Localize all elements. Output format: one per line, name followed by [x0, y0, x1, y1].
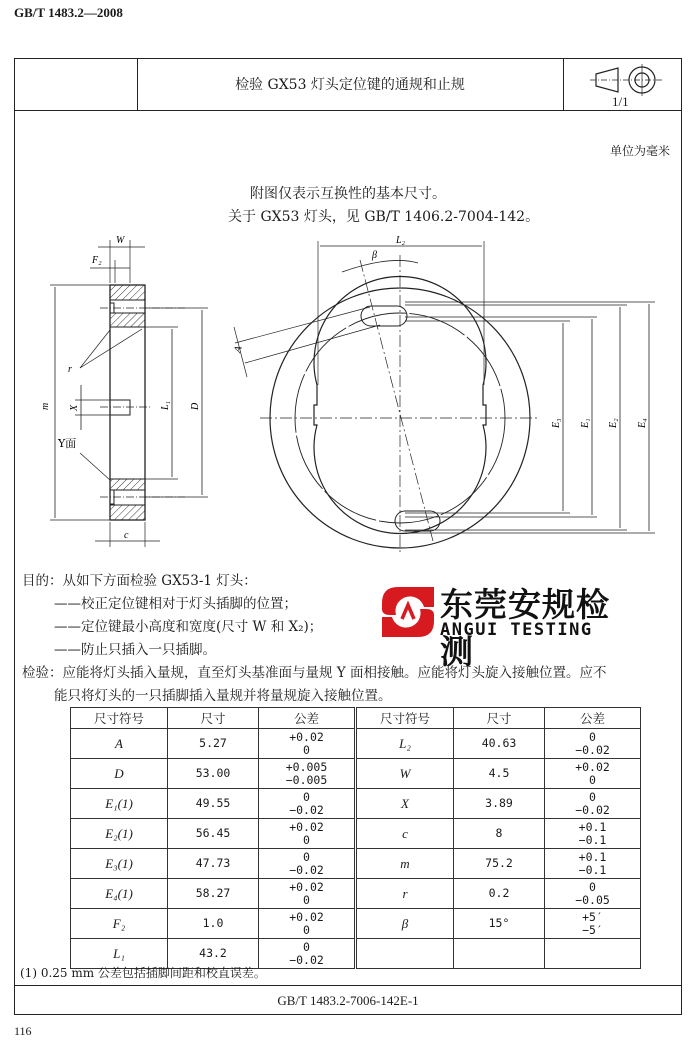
dimensions-table	[70, 707, 641, 969]
cell-symbol: E₄(1)	[71, 879, 168, 909]
tol-upper: 0	[303, 939, 310, 954]
tol-lower: −5′	[582, 922, 603, 937]
cell-symbol: X	[356, 789, 454, 819]
inspection-line: 检验：应能将灯头插入量规，直至灯头基准面与量规 Y 面相接触。应能将灯头旋入接触位置。应不	[22, 665, 607, 681]
tol-lower: 0	[303, 922, 310, 937]
cell-tolerance	[259, 819, 356, 849]
label-E1: E₁	[580, 418, 591, 428]
cell-tolerance	[259, 849, 356, 879]
cell-tolerance	[545, 819, 641, 849]
table-row	[71, 729, 641, 759]
cell-tolerance	[545, 729, 641, 759]
tol-lower: −0.02	[289, 952, 324, 967]
tol-lower: 0	[303, 742, 310, 757]
cell-tolerance	[259, 909, 356, 939]
cell-dimension: 1.0	[168, 909, 259, 939]
cell-symbol: F₂	[71, 909, 168, 939]
cell-symbol: m	[356, 849, 454, 879]
cell-tolerance	[259, 759, 356, 789]
standard-number-header: GB/T 1483.2—2008	[14, 5, 123, 20]
logo-mark-icon	[380, 583, 436, 641]
label-W: W	[116, 235, 125, 246]
tol-lower: −0.1	[578, 832, 607, 847]
cell-symbol: L₂	[356, 729, 454, 759]
purpose-item: ——防止只插入一只插脚。	[54, 642, 216, 658]
table-header-row	[71, 708, 641, 729]
header-dimension: 尺寸	[168, 708, 259, 729]
cell-dimension: 8	[454, 819, 545, 849]
tol-upper: 0	[589, 879, 596, 894]
cell-tolerance	[545, 909, 641, 939]
purpose-item: ——校正定位键相对于灯头插脚的位置；	[54, 596, 297, 612]
tol-upper: +0.02	[575, 759, 610, 774]
cell-dimension: 40.63	[454, 729, 545, 759]
cell-tolerance	[545, 939, 641, 969]
cell-symbol: r	[356, 879, 454, 909]
inspection-section	[22, 662, 682, 708]
header-tolerance: 公差	[545, 708, 641, 729]
cell-dimension: 75.2	[454, 849, 545, 879]
cell-tolerance	[545, 789, 641, 819]
label-F2: F₂	[92, 255, 102, 266]
cell-tolerance	[259, 939, 356, 969]
header-symbol: 尺寸符号	[71, 708, 168, 729]
sheet-title: 检验 GX53 灯头定位键的通规和止规	[235, 77, 465, 93]
label-r: r	[68, 364, 72, 375]
tol-upper: +0.02	[289, 909, 324, 924]
footer-divider	[14, 985, 682, 986]
cell-dimension: 3.89	[454, 789, 545, 819]
cell-dimension: 0.2	[454, 879, 545, 909]
cell-symbol: E₂(1)	[71, 819, 168, 849]
title-block-divider	[14, 110, 682, 111]
label-Y-face: Y面	[58, 437, 77, 450]
cell-dimension: 4.5	[454, 759, 545, 789]
tol-lower: −0.02	[289, 862, 324, 877]
side-view-drawing	[20, 225, 240, 559]
cell-tolerance	[545, 759, 641, 789]
cell-dimension: 58.27	[168, 879, 259, 909]
note-reference-standard: 关于 GX53 灯头，见 GB/T 1406.2-7004-142。	[228, 209, 540, 225]
tol-lower: −0.1	[578, 862, 607, 877]
header-tolerance: 公差	[259, 708, 356, 729]
cell-dimension: 43.2	[168, 939, 259, 969]
cell-dimension: 56.45	[168, 819, 259, 849]
header-dimension: 尺寸	[454, 708, 545, 729]
tol-lower: −0.05	[575, 892, 610, 907]
cell-tolerance	[545, 879, 641, 909]
projection-symbol-icon	[588, 64, 668, 98]
tol-upper: 0	[303, 789, 310, 804]
cell-symbol: c	[356, 819, 454, 849]
cell-dimension: 5.27	[168, 729, 259, 759]
cell-symbol: β	[356, 909, 454, 939]
label-E4: E₄	[637, 418, 648, 428]
tol-upper: 0	[589, 789, 596, 804]
logo-english-text: ANGUI TESTING	[440, 620, 593, 640]
logo-chinese-text: 东莞安规检测	[440, 585, 610, 671]
tol-lower: −0.02	[575, 742, 610, 757]
label-L1: L₁	[160, 400, 171, 410]
title-block-divider-right	[563, 58, 564, 110]
table-row	[71, 819, 641, 849]
tol-upper: +0.1	[578, 819, 607, 834]
cell-symbol: L₁	[71, 939, 168, 969]
inspection-line: 能只将灯头的一只插脚插入量规并将量规旋入接触位置。	[54, 688, 392, 704]
label-A: A	[232, 345, 245, 354]
unit-note: 单位为毫米	[609, 144, 670, 158]
tol-upper: +0.02	[289, 879, 324, 894]
table-row	[71, 759, 641, 789]
cell-dimension: 47.73	[168, 849, 259, 879]
tol-upper: +0.1	[578, 849, 607, 864]
table-row	[71, 789, 641, 819]
front-view-drawing	[220, 225, 680, 559]
table-row	[71, 909, 641, 939]
table-row	[71, 849, 641, 879]
header-symbol: 尺寸符号	[356, 708, 454, 729]
label-E2: E₂	[608, 418, 619, 428]
label-L2: L₂	[396, 235, 406, 246]
note-basic-dimensions: 附图仅表示互换性的基本尺寸。	[250, 186, 446, 202]
cell-dimension: 49.55	[168, 789, 259, 819]
tol-upper: +0.02	[289, 729, 324, 744]
cell-dimension: 15°	[454, 909, 545, 939]
cell-symbol: D	[71, 759, 168, 789]
label-E3: E₃	[551, 418, 562, 428]
scale-label: 1/1	[612, 94, 629, 109]
label-m: m	[40, 402, 51, 410]
tol-lower: −0.005	[285, 772, 328, 787]
tol-upper: 0	[303, 849, 310, 864]
tol-lower: −0.02	[289, 802, 324, 817]
cell-tolerance	[259, 789, 356, 819]
cell-dimension	[454, 939, 545, 969]
cell-dimension: 53.00	[168, 759, 259, 789]
table-row	[71, 879, 641, 909]
cell-symbol: W	[356, 759, 454, 789]
cell-tolerance	[545, 849, 641, 879]
cell-symbol: E₁(1)	[71, 789, 168, 819]
cell-tolerance	[259, 879, 356, 909]
label-D: D	[190, 402, 201, 410]
tol-upper: +5′	[582, 909, 603, 924]
purpose-section	[22, 570, 322, 662]
tol-upper: +0.02	[289, 819, 324, 834]
label-X: X	[69, 404, 80, 411]
table-footnote: (1) 0.25 mm 公差包括插脚间距和校直误差。	[20, 966, 266, 980]
tol-lower: 0	[589, 772, 596, 787]
tol-upper: 0	[589, 729, 596, 744]
sheet-code: GB/T 1483.2-7006-142E-1	[277, 993, 419, 1008]
tol-lower: 0	[303, 832, 310, 847]
cell-tolerance	[259, 729, 356, 759]
cell-symbol	[356, 939, 454, 969]
purpose-heading: 目的：从如下方面检验 GX53-1 灯头：	[22, 573, 257, 589]
cell-symbol: A	[71, 729, 168, 759]
purpose-item: ——定位键最小高度和宽度(尺寸 W 和 X₂)；	[54, 619, 323, 635]
label-beta: β	[372, 250, 377, 261]
tol-upper: +0.005	[285, 759, 328, 774]
angui-testing-logo	[380, 583, 610, 671]
cell-symbol: E₃(1)	[71, 849, 168, 879]
tol-lower: 0	[303, 892, 310, 907]
label-c: c	[124, 530, 129, 541]
page-number: 116	[14, 1024, 32, 1038]
tol-lower: −0.02	[575, 802, 610, 817]
